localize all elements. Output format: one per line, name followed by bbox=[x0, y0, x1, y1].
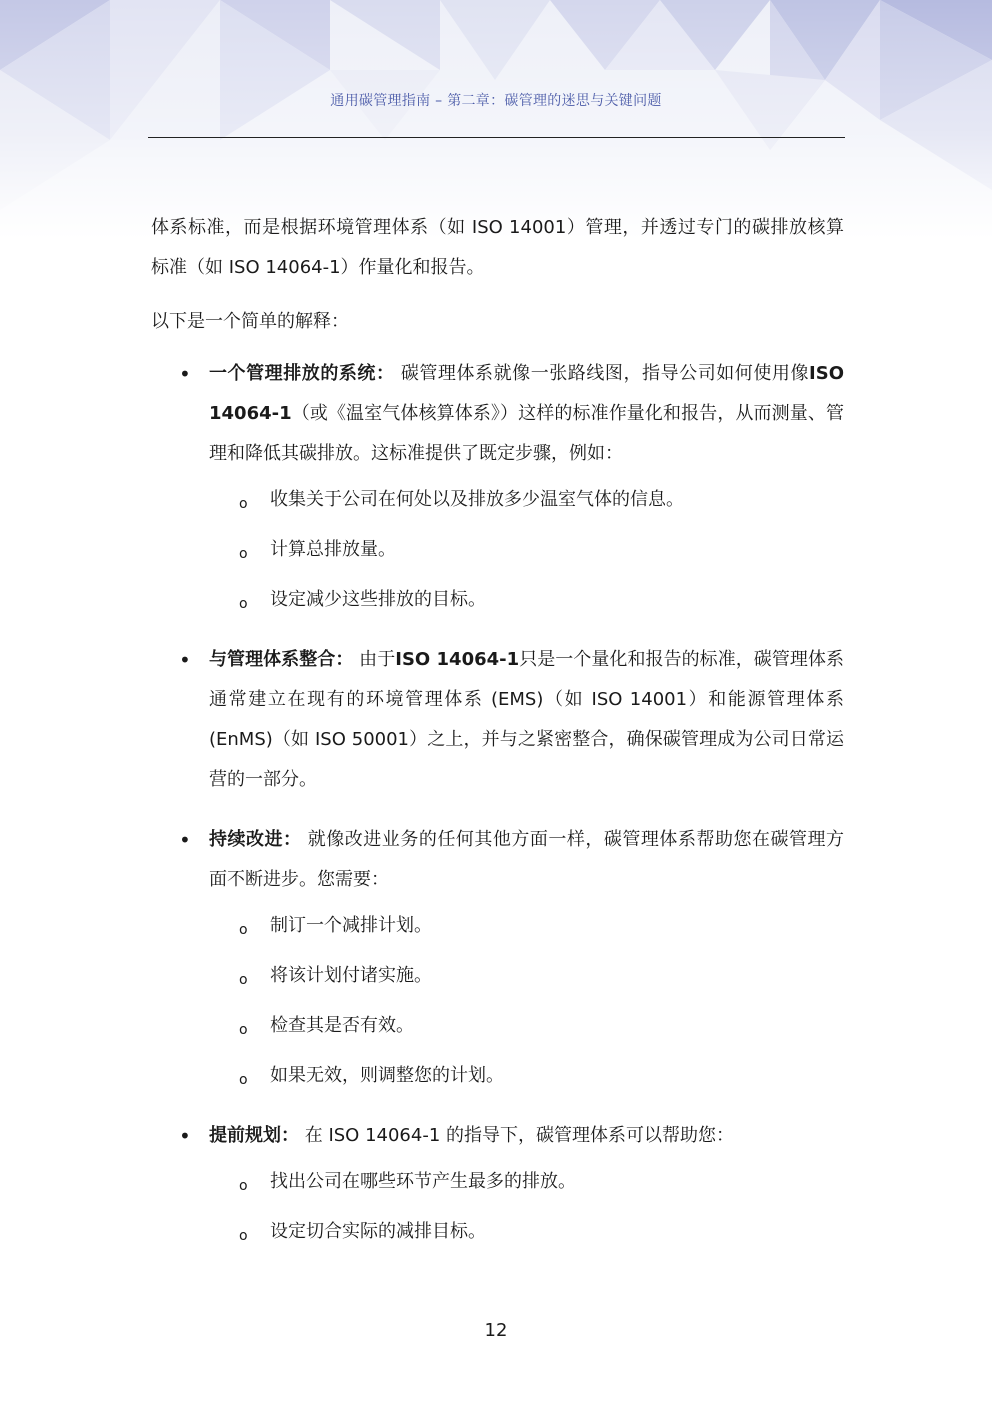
bullet-marker: • bbox=[179, 648, 191, 672]
standard-name: ISO 14064-1 bbox=[209, 363, 844, 424]
bullet-body: 碳管理体系就像一张路线图，指导公司如何使用像 bbox=[394, 363, 810, 384]
page-number: 12 bbox=[484, 1320, 508, 1341]
bullet-marker: • bbox=[179, 828, 191, 852]
bullet-marker: • bbox=[179, 1124, 191, 1148]
header-divider bbox=[148, 137, 845, 138]
sub-marker: o bbox=[239, 1178, 248, 1194]
bullet-body: 在 ISO 14064-1 的指导下，碳管理体系可以帮助您： bbox=[299, 1125, 734, 1146]
sub-item-text: 如果无效，则调整您的计划。 bbox=[270, 1065, 504, 1086]
bullet-body-continued: （或《温室气体核算体系》）这样的标准作量化和报告，从而测量、管理和降低其碳排放。这标准提供了既定步骤，例如： bbox=[209, 403, 844, 464]
sub-item bbox=[209, 1006, 844, 1046]
sub-marker: o bbox=[239, 546, 248, 562]
sub-item bbox=[209, 1056, 844, 1096]
sub-item-text: 收集关于公司在何处以及排放多少温室气体的信息。 bbox=[270, 489, 684, 510]
running-header: 通用碳管理指南 – 第二章：碳管理的迷思与关键问题 bbox=[330, 93, 662, 109]
sub-item-text: 设定减少这些排放的目标。 bbox=[270, 589, 486, 610]
sub-item bbox=[209, 906, 844, 946]
sub-item-text: 将该计划付诸实施。 bbox=[270, 965, 432, 986]
bullet-item-system bbox=[151, 354, 844, 620]
sub-item bbox=[209, 1212, 844, 1252]
bullet-marker: • bbox=[179, 362, 191, 386]
paragraph-intro: 体系标准，而是根据环境管理体系（如 ISO 14001）管理，并透过专门的碳排放核算标准（如 ISO 14064-1）作量化和报告。 bbox=[151, 217, 844, 278]
bullet-title: 一个管理排放的系统： bbox=[209, 363, 395, 384]
sub-marker: o bbox=[239, 1072, 248, 1088]
header-triangle-pattern bbox=[0, 0, 992, 240]
sub-marker: o bbox=[239, 922, 248, 938]
sub-item bbox=[209, 530, 844, 570]
sub-item-text: 检查其是否有效。 bbox=[270, 1015, 414, 1036]
bullet-list bbox=[151, 354, 844, 1252]
sub-list bbox=[209, 480, 844, 620]
bullet-title: 持续改进： bbox=[209, 829, 302, 850]
sub-marker: o bbox=[239, 496, 248, 512]
bullet-text bbox=[209, 640, 844, 800]
bullet-item-planning bbox=[151, 1116, 844, 1252]
sub-marker: o bbox=[239, 972, 248, 988]
document-body bbox=[151, 208, 844, 1272]
bullet-title: 与管理体系整合： bbox=[209, 649, 354, 670]
bullet-text bbox=[209, 820, 844, 900]
sub-list bbox=[209, 906, 844, 1096]
bullet-item-integration bbox=[151, 640, 844, 800]
sub-marker: o bbox=[239, 1228, 248, 1244]
bullet-body-continued: 只是一个量化和报告的标准，碳管理体系通常建立在现有的环境管理体系 (EMS)（如 ISO 14001）和能源管理体系 (EnMS)（如 ISO 50001）之上，并与之紧密整合，确保碳管理成为公司日常运营的一部分。 bbox=[209, 649, 844, 790]
bullet-item-improvement bbox=[151, 820, 844, 1096]
sub-item-text: 找出公司在哪些环节产生最多的排放。 bbox=[270, 1171, 576, 1192]
bullet-body: 由于 bbox=[353, 649, 396, 670]
bullet-title: 提前规划： bbox=[209, 1125, 299, 1146]
sub-marker: o bbox=[239, 1022, 248, 1038]
sub-item-text: 设定切合实际的减排目标。 bbox=[270, 1221, 486, 1242]
sub-item bbox=[209, 1162, 844, 1202]
bullet-text bbox=[209, 354, 844, 474]
paragraph-lead-in: 以下是一个简单的解释： bbox=[151, 311, 349, 332]
sub-item bbox=[209, 480, 844, 520]
sub-marker: o bbox=[239, 596, 248, 612]
sub-list bbox=[209, 1162, 844, 1252]
sub-item-text: 计算总排放量。 bbox=[270, 539, 396, 560]
bullet-body: 就像改进业务的任何其他方面一样，碳管理体系帮助您在碳管理方面不断进步。您需要： bbox=[209, 829, 845, 890]
sub-item bbox=[209, 580, 844, 620]
bullet-text bbox=[209, 1116, 844, 1156]
standard-name: ISO 14064-1 bbox=[395, 649, 520, 670]
sub-item bbox=[209, 956, 844, 996]
sub-item-text: 制订一个减排计划。 bbox=[270, 915, 432, 936]
